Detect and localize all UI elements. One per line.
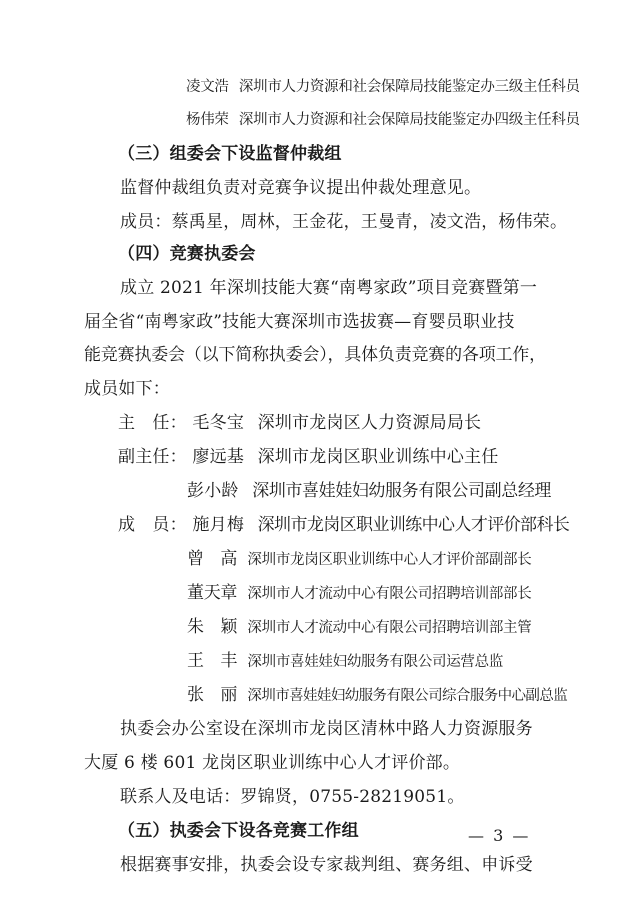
member-name: 廖远基 xyxy=(192,447,245,467)
paragraph: 根据赛事安排，执委会设专家裁判组、赛务组、申诉受 xyxy=(120,855,533,875)
section-heading: （三）组委会下设监督仲裁组 xyxy=(118,144,342,164)
page-number: — 3 — xyxy=(468,826,531,845)
member-role: 副主任： xyxy=(118,447,187,467)
member-line xyxy=(187,582,531,605)
paragraph-line: 执委会办公室设在深圳市龙岗区清林中路人力资源服务 xyxy=(120,719,533,739)
paragraph: 监督仲裁组负责对竞赛争议提出仲裁处理意见。 xyxy=(120,178,482,198)
member-line xyxy=(186,109,580,131)
member-title: 深圳市人力资源和社会保障局技能鉴定办四级主任科员 xyxy=(238,112,580,128)
member-line xyxy=(187,480,551,502)
member-name: 董天章 xyxy=(187,583,238,603)
member-line xyxy=(187,684,567,707)
member-line xyxy=(118,446,498,468)
member-line xyxy=(187,616,531,639)
member-title: 深圳市人才流动中心有限公司招聘培训部部长 xyxy=(247,586,532,602)
member-title: 深圳市人才流动中心有限公司招聘培训部主管 xyxy=(247,620,532,636)
section-heading: （四）竞赛执委会 xyxy=(118,244,256,264)
member-line xyxy=(187,548,531,571)
paragraph-line: 大厦 6 楼 601 龙岗区职业训练中心人才评价部。 xyxy=(84,753,461,773)
paragraph-line: 成立 2021 年深圳技能大赛“南粤家政”项目竞赛暨第一 xyxy=(120,278,538,298)
paragraph-line: 届全省“南粤家政”技能大赛深圳市选拔赛—育婴员职业技 xyxy=(84,312,515,332)
member-title: 深圳市龙岗区人力资源局局长 xyxy=(257,413,482,433)
member-title: 深圳市人力资源和社会保障局技能鉴定办三级主任科员 xyxy=(238,79,580,95)
member-title: 深圳市喜娃娃妇幼服务有限公司运营总监 xyxy=(247,654,504,670)
member-name: 朱 颖 xyxy=(187,617,238,637)
member-name: 杨伟荣 xyxy=(186,112,229,128)
member-title: 深圳市喜娃娃妇幼服务有限公司副总经理 xyxy=(252,481,552,501)
member-title: 深圳市龙岗区职业训练中心主任 xyxy=(257,447,499,467)
member-line xyxy=(118,514,569,536)
member-name: 凌文浩 xyxy=(186,79,229,95)
member-name: 彭小龄 xyxy=(187,481,239,501)
paragraph-line: 成员如下： xyxy=(84,379,170,399)
member-title: 深圳市喜娃娃妇幼服务有限公司综合服务中心副总监 xyxy=(247,688,568,704)
member-name: 毛冬宝 xyxy=(192,413,245,433)
member-name: 曾 高 xyxy=(187,549,238,569)
member-line xyxy=(118,412,481,434)
member-name: 施月梅 xyxy=(192,515,245,535)
members-paragraph: 成员：蔡禹星，周林，王金花，王曼青，凌文浩，杨伟荣。 xyxy=(120,212,568,232)
section-heading: （五）执委会下设各竞赛工作组 xyxy=(118,821,359,841)
contact-line: 联系人及电话：罗锦贤，0755-28219051。 xyxy=(120,787,465,807)
member-name: 张 丽 xyxy=(187,685,238,705)
member-role: 主 任： xyxy=(118,413,187,433)
member-line xyxy=(187,650,503,673)
paragraph-line: 能竞赛执委会（以下简称执委会），具体负责竞赛的各项工作， xyxy=(84,345,546,365)
member-title: 深圳市龙岗区职业训练中心人才评价部副部长 xyxy=(247,552,532,568)
member-line xyxy=(186,76,580,98)
member-name: 王 丰 xyxy=(187,651,238,671)
member-role: 成 员： xyxy=(118,515,187,535)
member-title: 深圳市龙岗区职业训练中心人才评价部科长 xyxy=(257,515,570,535)
